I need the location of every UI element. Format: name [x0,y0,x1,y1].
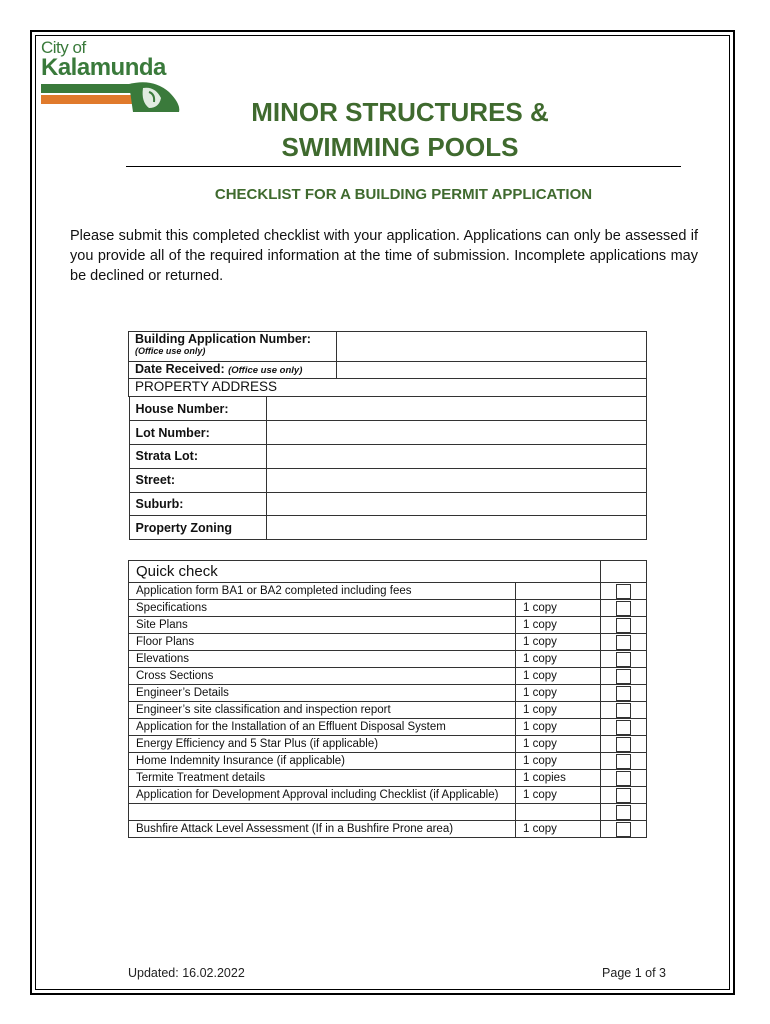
address-field-input[interactable] [266,468,646,492]
checklist-item-label: Elevations [129,651,516,668]
page-number: Page 1 of 3 [602,966,666,980]
checklist-item-qty [516,804,601,821]
checklist-item-qty: 1 copy [516,702,601,719]
checklist-checkbox-cell [601,736,647,753]
checklist-row [129,787,647,804]
checkbox[interactable] [616,584,631,599]
checklist-item-qty: 1 copy [516,634,601,651]
date-received-label-cell [129,362,337,379]
checklist-row [129,804,647,821]
checklist-checkbox-cell [601,617,647,634]
checklist-item-qty: 1 copies [516,770,601,787]
checkbox[interactable] [616,669,631,684]
checklist-checkbox-cell [601,804,647,821]
checkbox[interactable] [616,652,631,667]
checkbox[interactable] [616,601,631,616]
checklist-item-qty: 1 copy [516,600,601,617]
checklist-item-qty: 1 copy [516,668,601,685]
logo-name-text: Kalamunda [41,54,166,81]
address-field-input[interactable] [266,421,646,445]
address-field-input[interactable] [266,492,646,516]
checkbox[interactable] [616,805,631,820]
checklist-row [129,651,647,668]
checklist-row [129,719,647,736]
checklist-checkbox-cell [601,719,647,736]
checklist-checkbox-cell [601,651,647,668]
checklist-item-label: Energy Efficiency and 5 Star Plus (if applicable) [129,736,516,753]
address-field-label: House Number: [129,397,266,421]
checklist-checkbox-cell [601,583,647,600]
quick-check-table [128,560,647,838]
checkbox[interactable] [616,686,631,701]
checklist-row [129,634,647,651]
checkbox[interactable] [616,754,631,769]
property-table [128,331,647,540]
checklist-row [129,617,647,634]
checklist-item-label: Site Plans [129,617,516,634]
checklist-checkbox-cell [601,600,647,617]
address-field-input[interactable] [266,445,646,469]
checkbox[interactable] [616,771,631,786]
subtitle: CHECKLIST FOR A BUILDING PERMIT APPLICATION [214,186,593,203]
checklist-checkbox-cell [601,787,647,804]
checklist-item-qty: 1 copy [516,821,601,838]
checklist-item-qty: 1 copy [516,736,601,753]
checklist-row [129,600,647,617]
logo-city-text: City of [41,38,86,57]
quick-check-heading: Quick check [129,561,601,583]
app-number-label: Building Application Number: [135,332,311,346]
checklist-item-label: Application form BA1 or BA2 completed including fees [129,583,516,600]
checklist-row [129,685,647,702]
checklist-row [129,583,647,600]
address-row [129,397,646,421]
address-row [129,445,646,469]
address-row [129,468,646,492]
address-field-label: Property Zoning [129,516,266,540]
address-field-label: Strata Lot: [129,445,266,469]
checklist-checkbox-cell [601,634,647,651]
checklist-item-qty: 1 copy [516,753,601,770]
checklist-item-label: Application for the Installation of an Effluent Disposal System [129,719,516,736]
checklist-item-label: Termite Treatment details [129,770,516,787]
checklist-item-qty: 1 copy [516,719,601,736]
checkbox[interactable] [616,618,631,633]
title-divider [126,166,681,167]
checklist-item-label: Engineer’s site classification and inspection report [129,702,516,719]
checkbox[interactable] [616,635,631,650]
page-title-line-2: SWIMMING POOLS [281,132,519,162]
address-field-label: Street: [129,468,266,492]
checkbox[interactable] [616,720,631,735]
checklist-row [129,702,647,719]
date-office-use-note: (Office use only) [228,365,303,376]
checklist-item-label: Cross Sections [129,668,516,685]
city-logo [41,38,186,114]
checklist-item-label [129,804,516,821]
checkbox[interactable] [616,822,631,837]
checkbox[interactable] [616,737,631,752]
checklist-item-qty [516,583,601,600]
checklist-item-label: Application for Development Approval including Checklist (if Applicable) [129,787,516,804]
checkbox[interactable] [616,703,631,718]
checklist-row [129,821,647,838]
checklist-checkbox-cell [601,702,647,719]
logo-emblem-icon [41,82,186,112]
address-row [129,421,646,445]
office-use-note: (Office use only) [135,346,206,356]
address-row [129,516,646,540]
checklist-row [129,770,647,787]
checklist-item-label: Floor Plans [129,634,516,651]
checklist-item-label: Specifications [129,600,516,617]
app-number-label-cell [129,332,337,362]
checklist-row [129,753,647,770]
checklist-item-label: Engineer’s Details [129,685,516,702]
address-fields-table [129,397,647,540]
address-field-input[interactable] [266,516,646,540]
date-received-field[interactable] [337,362,647,379]
address-field-label: Lot Number: [129,421,266,445]
checkbox[interactable] [616,788,631,803]
checklist-row [129,668,647,685]
checklist-item-qty: 1 copy [516,787,601,804]
checklist-item-qty: 1 copy [516,617,601,634]
checklist-checkbox-cell [601,685,647,702]
checklist-row [129,736,647,753]
intro-paragraph: Please submit this completed checklist with your application. Applications can only be assessed if you provide all of the required information at the time of submission. Incomplete applications may be declined or returned. [70,228,698,284]
property-address-heading: PROPERTY ADDRESS [129,379,647,397]
address-row [129,492,646,516]
checklist-item-qty: 1 copy [516,651,601,668]
checklist-checkbox-cell [601,770,647,787]
checklist-item-label: Bushfire Attack Level Assessment (If in a Bushfire Prone area) [129,821,516,838]
updated-date: Updated: 16.02.2022 [128,966,245,980]
page-title-line-1: MINOR STRUCTURES & [251,97,549,127]
address-field-input[interactable] [266,397,646,421]
address-field-label: Suburb: [129,492,266,516]
date-received-label: Date Received: [135,362,225,376]
checklist-item-qty: 1 copy [516,685,601,702]
quick-check-heading-box-cell [601,561,647,583]
app-number-field[interactable] [337,332,647,362]
checklist-item-label: Home Indemnity Insurance (if applicable) [129,753,516,770]
checklist-checkbox-cell [601,753,647,770]
checklist-checkbox-cell [601,668,647,685]
checklist-checkbox-cell [601,821,647,838]
